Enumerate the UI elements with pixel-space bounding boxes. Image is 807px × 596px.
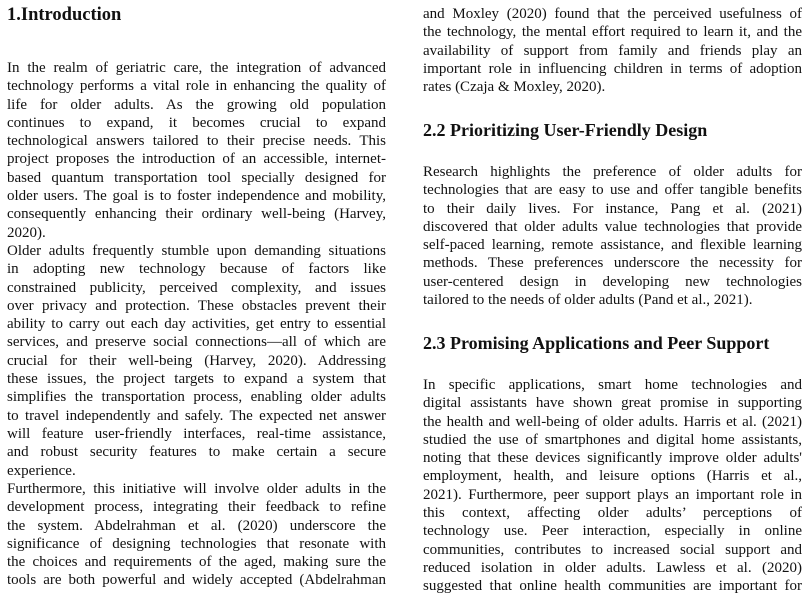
text-line: in adopting new technology because of factors like — [7, 261, 386, 278]
watermark-logo — [345, 548, 415, 576]
paragraph-2-2 — [423, 163, 802, 309]
text-line: tools are both powerful and widely accepted (Abdelrahman — [7, 572, 386, 589]
text-line: Research highlights the preference of older adults for — [423, 164, 802, 180]
text-line: continues to expand, it becomes crucial to expand — [7, 114, 386, 131]
text-line: 2020). — [7, 224, 46, 241]
text-line: life for older adults. As the growing old population — [7, 96, 386, 113]
text-line: employment, health, and leisure options (Harris et al., — [423, 468, 802, 485]
text-line: these issues, the project targets to expand a system that — [7, 371, 386, 388]
text-line: and robust security features to make certain a secure — [7, 444, 386, 461]
paragraph-2-3 — [423, 376, 802, 596]
text-line: to their daily lives. For instance, Pang et al. (2021) — [423, 200, 802, 217]
text-line: the technology, the mental effort required to learn it, and the — [423, 24, 802, 41]
section-heading-2-3: 2.3 Promising Applications and Peer Support — [423, 333, 770, 353]
paragraph-adoption — [423, 5, 802, 96]
text-line: significance of designing technologies that resonate with — [7, 535, 386, 552]
text-line: Furthermore, this initiative will involve older adults in the — [7, 481, 386, 497]
section-heading-2-2: 2.2 Prioritizing User-Friendly Design — [423, 120, 708, 140]
text-line: technology use. Peer interaction, especially in online — [423, 523, 802, 540]
paragraph-intro-2 — [7, 242, 386, 480]
text-line: over privacy and protection. These obstacles prevent their — [7, 297, 386, 314]
text-line: based quantum transportation tool specially designed for — [7, 169, 386, 186]
text-line: methods. These preferences underscore the necessity for — [423, 255, 802, 272]
text-line: development process, integrating their feedback to refine — [7, 499, 386, 516]
text-line: and Moxley (2020) found that the perceived usefulness of — [423, 6, 802, 22]
text-line: suggested that online health communities are important for — [423, 578, 802, 595]
text-line: In the realm of geriatric care, the integration of advanced — [7, 60, 386, 76]
text-line: the system. Abdelrahman et al. (2020) underscore the — [7, 517, 386, 534]
text-line: constrained publicity, perceived complexity, and issues — [7, 279, 386, 296]
text-line: studied the use of smartphones and digital home assistants, — [423, 431, 802, 448]
section-heading-introduction: 1.Introduction — [7, 5, 122, 25]
text-line: to travel independently and safely. The expected net answer — [7, 407, 386, 424]
text-line: this context, affecting older adults’ perceptions of — [423, 505, 802, 522]
paragraph-intro-3 — [7, 480, 386, 590]
text-line: older users. The goal is to foster independence and mobility, — [7, 188, 386, 205]
text-line: services, and preserve social connections—all of which are — [7, 334, 386, 351]
text-line: technologies that are easy to use and offer tangible benefits — [423, 182, 802, 199]
text-line: self-paced learning, remote assistance, and flexible learning — [423, 237, 802, 254]
text-line: technology performs a vital role in enhancing the quality of — [7, 78, 386, 95]
text-line: reduced isolation in older adults. Lawless et al. (2020) — [423, 559, 802, 576]
text-line: availability of support from family and friends play an — [423, 42, 802, 59]
text-line: tailored to the needs of older adults (Pand et al., 2021). — [423, 292, 753, 309]
text-line: simplifies the transportation process, enabling older adults — [7, 389, 386, 406]
text-line: noting that these devices significantly improve older adults' — [423, 450, 802, 467]
text-line: technological answers tailored to their precise needs. This — [7, 133, 386, 150]
text-line: experience. — [7, 462, 76, 479]
text-line: Older adults frequently stumble upon demanding situations — [7, 243, 386, 259]
text-line: project proposes the introduction of an accessible, internet- — [7, 151, 386, 168]
text-line: In specific applications, smart home technologies and — [423, 377, 802, 393]
text-line: crucial for their well-being (Harvey, 2020). Addressing — [7, 352, 386, 369]
text-line: ability to carry out each day activities, get entry to essential — [7, 316, 386, 333]
text-line: user-centered design in developing new technologies — [423, 273, 802, 290]
text-line: rates (Czaja & Moxley, 2020). — [423, 79, 606, 96]
text-line: communities, contributes to increased social support and — [423, 541, 802, 558]
text-line: 2021). Furthermore, peer support plays an important role in — [423, 486, 802, 503]
text-line: important role in influencing children in terms of adoption — [423, 60, 802, 77]
text-line: digital assistants have shown great promise in supporting — [423, 395, 802, 412]
text-line: will feature user-friendly interfaces, real-time assistance, — [7, 425, 386, 442]
paragraph-intro-1 — [7, 59, 386, 242]
text-line: discovered that older adults value technologies that provide — [423, 218, 802, 235]
text-line: consequently enhancing their ordinary well-being (Harvey, — [7, 206, 386, 223]
text-line: the choices and requirements of the aged, making sure the — [7, 554, 386, 571]
text-line: the health and well-being of older adults. Harris et al. (2021) — [423, 413, 802, 430]
